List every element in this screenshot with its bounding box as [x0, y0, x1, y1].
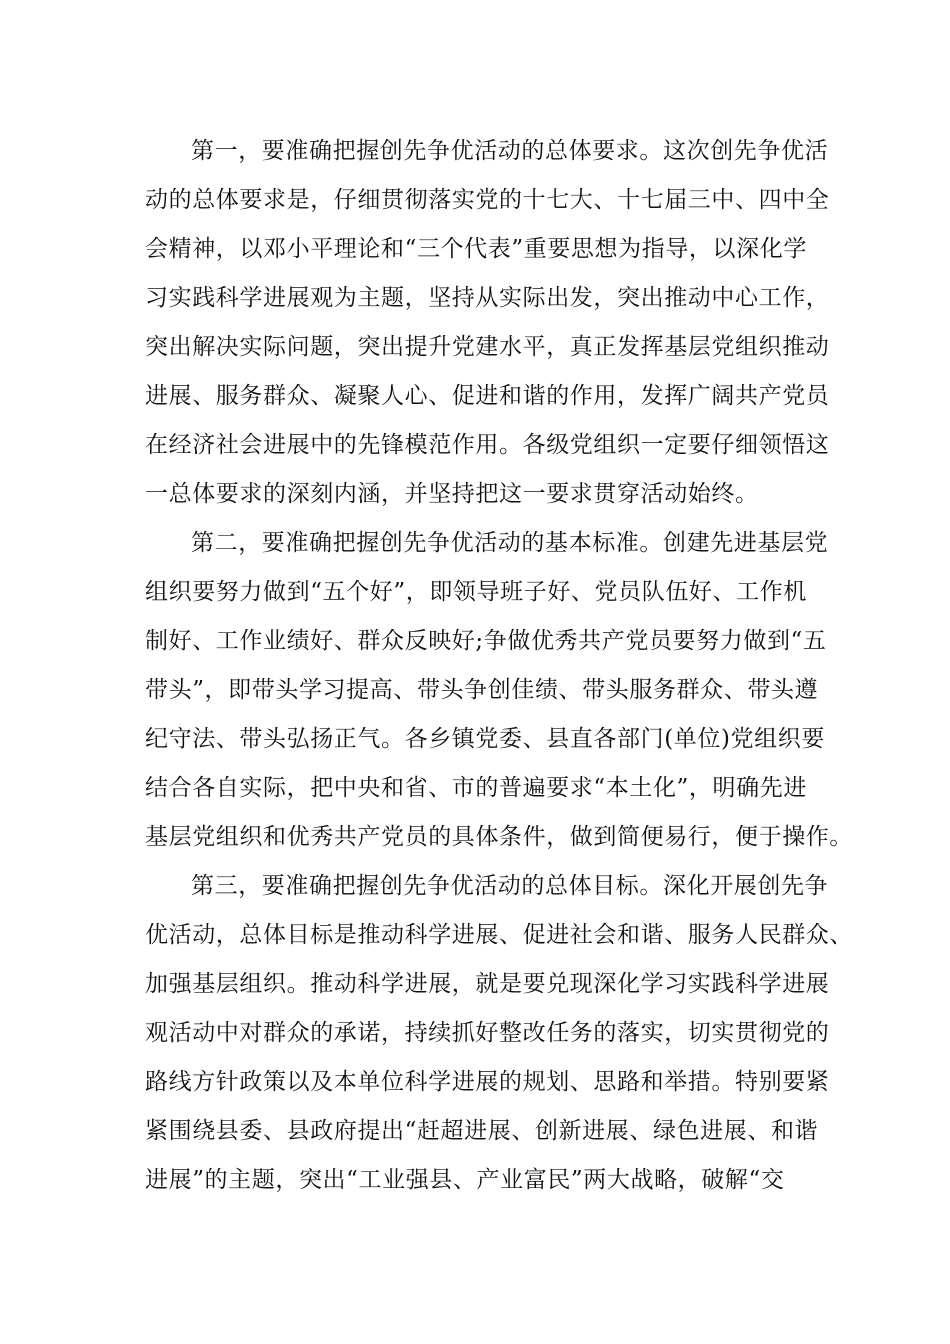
paragraph-2-line-5: 纪守法、带头弘扬正气。各乡镇党委、县直各部门(单位)党组织要: [145, 726, 825, 752]
paragraph-3-line-6: 紧围绕县委、县政府提出“赶超进展、创新进展、绿色进展、和谐: [145, 1118, 819, 1144]
paragraph-2-line-6: 结合各自实际，把中央和省、市的普遍要求“本土化”，明确先进: [145, 775, 807, 801]
paragraph-2-line-3: 制好、工作业绩好、群众反映好;争做优秀共产党员要努力做到“五: [145, 628, 827, 654]
paragraph-3-line-7: 进展”的主题，突出“工业强县、产业富民”两大战略，破解“交: [145, 1167, 785, 1193]
paragraph-3-line-3: 加强基层组织。推动科学进展，就是要兑现深化学习实践科学进展: [145, 971, 830, 997]
paragraph-1-line-2: 动的总体要求是，仔细贯彻落实党的十七大、十七届三中、四中全: [145, 187, 830, 213]
paragraph-2-line-7: 基层党组织和优秀共产党员的具体条件，做到简便易行，便于操作。: [145, 824, 853, 850]
paragraph-1-line-5: 突出解决实际问题，突出提升党建水平，真正发挥基层党组织推动: [145, 334, 830, 360]
paragraph-1-line-3: 会精神，以邓小平理论和“三个代表”重要思想为指导，以深化学: [145, 236, 807, 262]
paragraph-1-line-7: 在经济社会进展中的先锋模范作用。各级党组织一定要仔细领悟这: [145, 432, 830, 458]
paragraph-1-line-1: 第一，要准确把握创先争优活动的总体要求。这次创先争优活: [191, 138, 829, 164]
paragraph-1-line-8: 一总体要求的深刻内涵，并坚持把这一要求贯穿活动始终。: [145, 481, 759, 507]
paragraph-3-line-5: 路线方针政策以及本单位科学进展的规划、思路和举措。特别要紧: [145, 1069, 830, 1095]
paragraph-3-line-4: 观活动中对群众的承诺，持续抓好整改任务的落实，切实贯彻党的: [145, 1020, 830, 1046]
paragraph-1-line-6: 进展、服务群众、凝聚人心、促进和谐的作用，发挥广阔共产党员: [145, 383, 830, 409]
paragraph-2-line-4: 带头”，即带头学习提高、带头争创佳绩、带头服务群众、带头遵: [145, 677, 819, 703]
paragraph-2-line-1: 第二，要准确把握创先争优活动的基本标准。创建先进基层党: [191, 530, 829, 556]
paragraph-2-line-2: 组织要努力做到“五个好”，即领导班子好、党员队伍好、工作机: [145, 579, 807, 605]
paragraph-3-line-1: 第三，要准确把握创先争优活动的总体目标。深化开展创先争: [191, 873, 829, 899]
paragraph-1-line-4: 习实践科学进展观为主题，坚持从实际出发，突出推动中心工作，: [145, 285, 830, 311]
paragraph-3-line-2: 优活动，总体目标是推动科学进展、促进社会和谐、服务人民群众、: [145, 922, 853, 948]
